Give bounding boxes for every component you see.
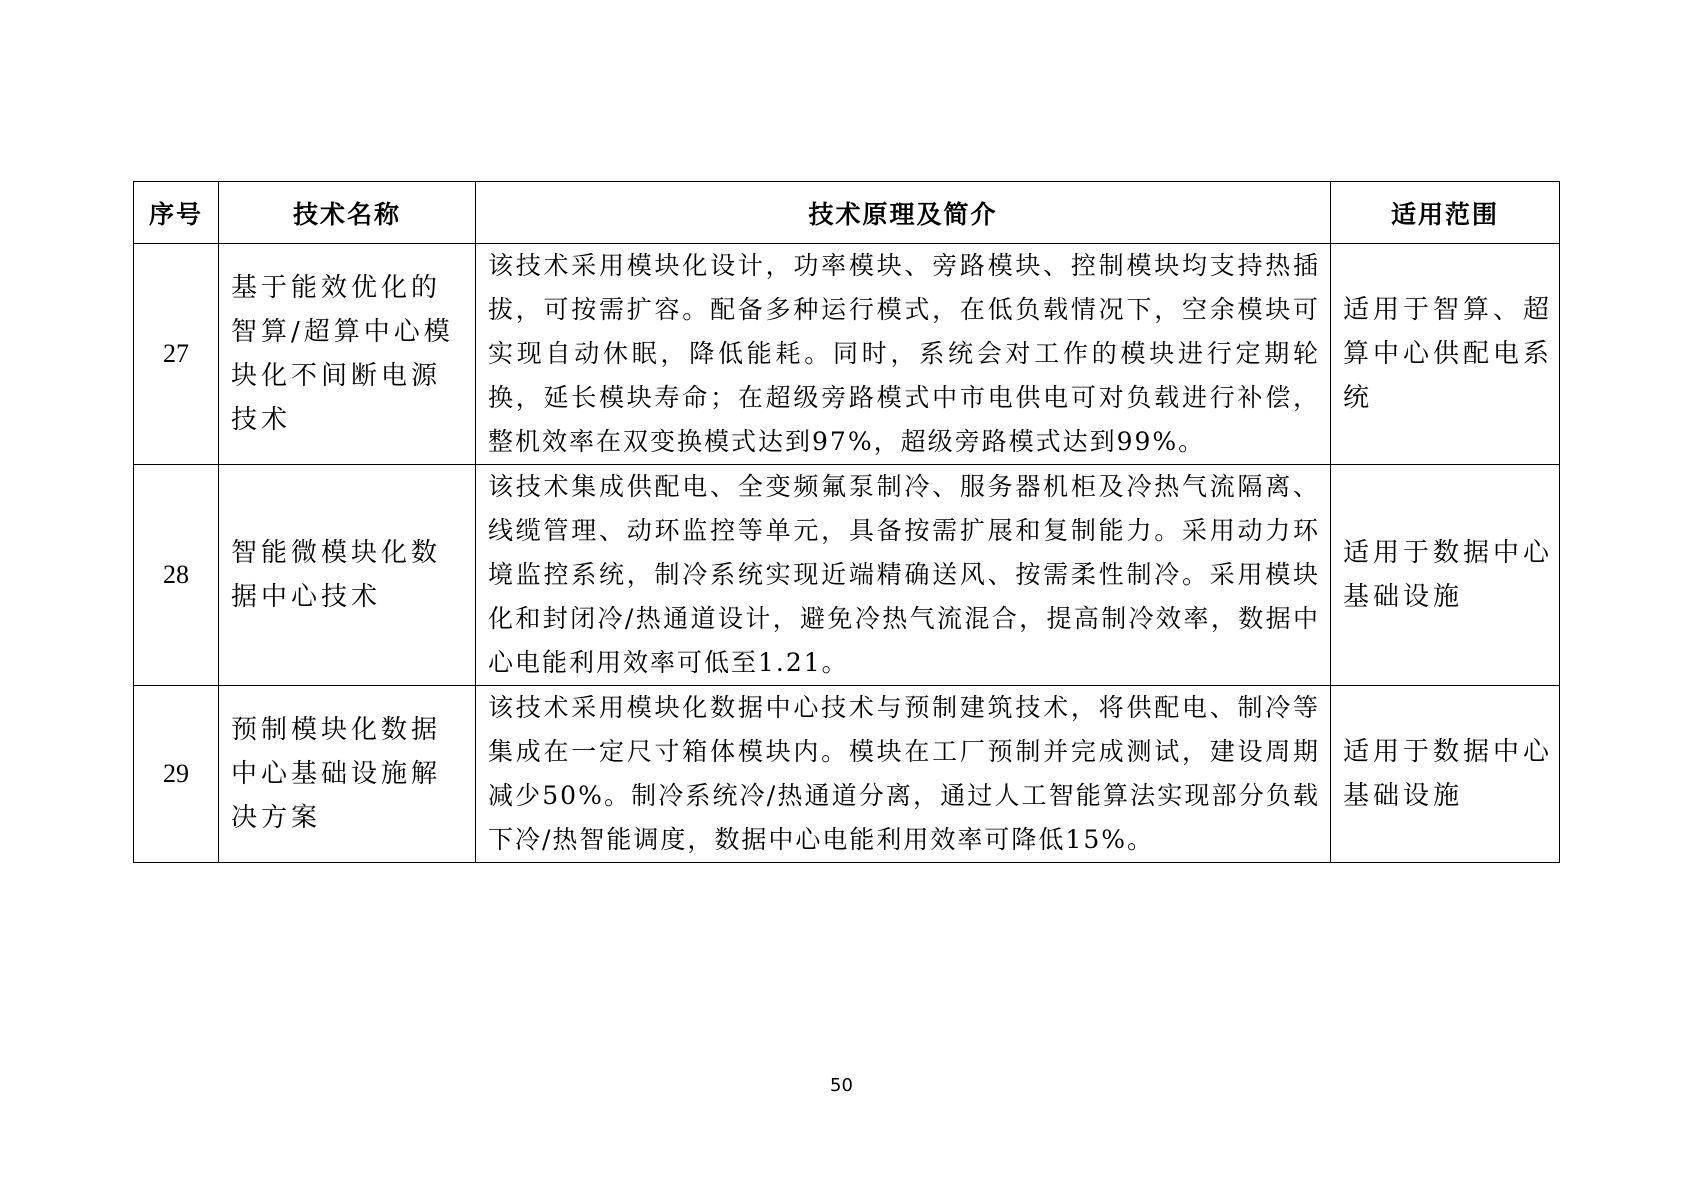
row-technology-description: 该技术采用模块化设计，功率模块、旁路模块、控制模块均支持热插拔，可按需扩容。配备多种运行模式，在低负载情况下，空余模块可实现自动休眠，降低能耗。同时，系统会对工作的模块进行定期轮换，延长模块寿命；在超级旁路模式中市电供电可对负载进行补偿，整机效率在双变换模式达到97%，超级旁路模式达到99%。 — [476, 244, 1331, 465]
header-technology-description: 技术原理及简介 — [476, 182, 1331, 244]
row-technology-description: 该技术集成供配电、全变频氟泵制冷、服务器机柜及冷热气流隔离、线缆管理、动环监控等单元，具备按需扩展和复制能力。采用动力环境监控系统，制冷系统实现近端精确送风、按需柔性制冷。采用模块化和封闭冷/热通道设计，避免冷热气流混合，提高制冷效率，数据中心电能利用效率可低至1.21。 — [476, 465, 1331, 686]
table-header-row — [134, 182, 1560, 244]
row-technology-name: 基于能效优化的智算/超算中心模块化不间断电源技术 — [219, 244, 476, 465]
row-applicable-scope: 适用于数据中心基础设施 — [1331, 465, 1560, 686]
row-technology-name: 智能微模块化数据中心技术 — [219, 465, 476, 686]
row-technology-description: 该技术采用模块化数据中心技术与预制建筑技术，将供配电、制冷等集成在一定尺寸箱体模块内。模块在工厂预制并完成测试，建设周期减少50%。制冷系统冷/热通道分离，通过人工智能算法实现部分负载下冷/热智能调度，数据中心电能利用效率可降低15%。 — [476, 686, 1331, 863]
row-serial-number: 28 — [134, 465, 219, 686]
row-serial-number: 27 — [134, 244, 219, 465]
table-row — [134, 244, 1560, 465]
header-serial-number: 序号 — [134, 182, 219, 244]
page-number: 50 — [830, 1075, 853, 1096]
table-row — [134, 686, 1560, 863]
header-applicable-scope: 适用范围 — [1331, 182, 1560, 244]
row-technology-name: 预制模块化数据中心基础设施解决方案 — [219, 686, 476, 863]
row-serial-number: 29 — [134, 686, 219, 863]
table-row — [134, 465, 1560, 686]
row-applicable-scope: 适用于数据中心基础设施 — [1331, 686, 1560, 863]
technology-table — [133, 181, 1560, 863]
header-technology-name: 技术名称 — [219, 182, 476, 244]
row-applicable-scope: 适用于智算、超算中心供配电系统 — [1331, 244, 1560, 465]
